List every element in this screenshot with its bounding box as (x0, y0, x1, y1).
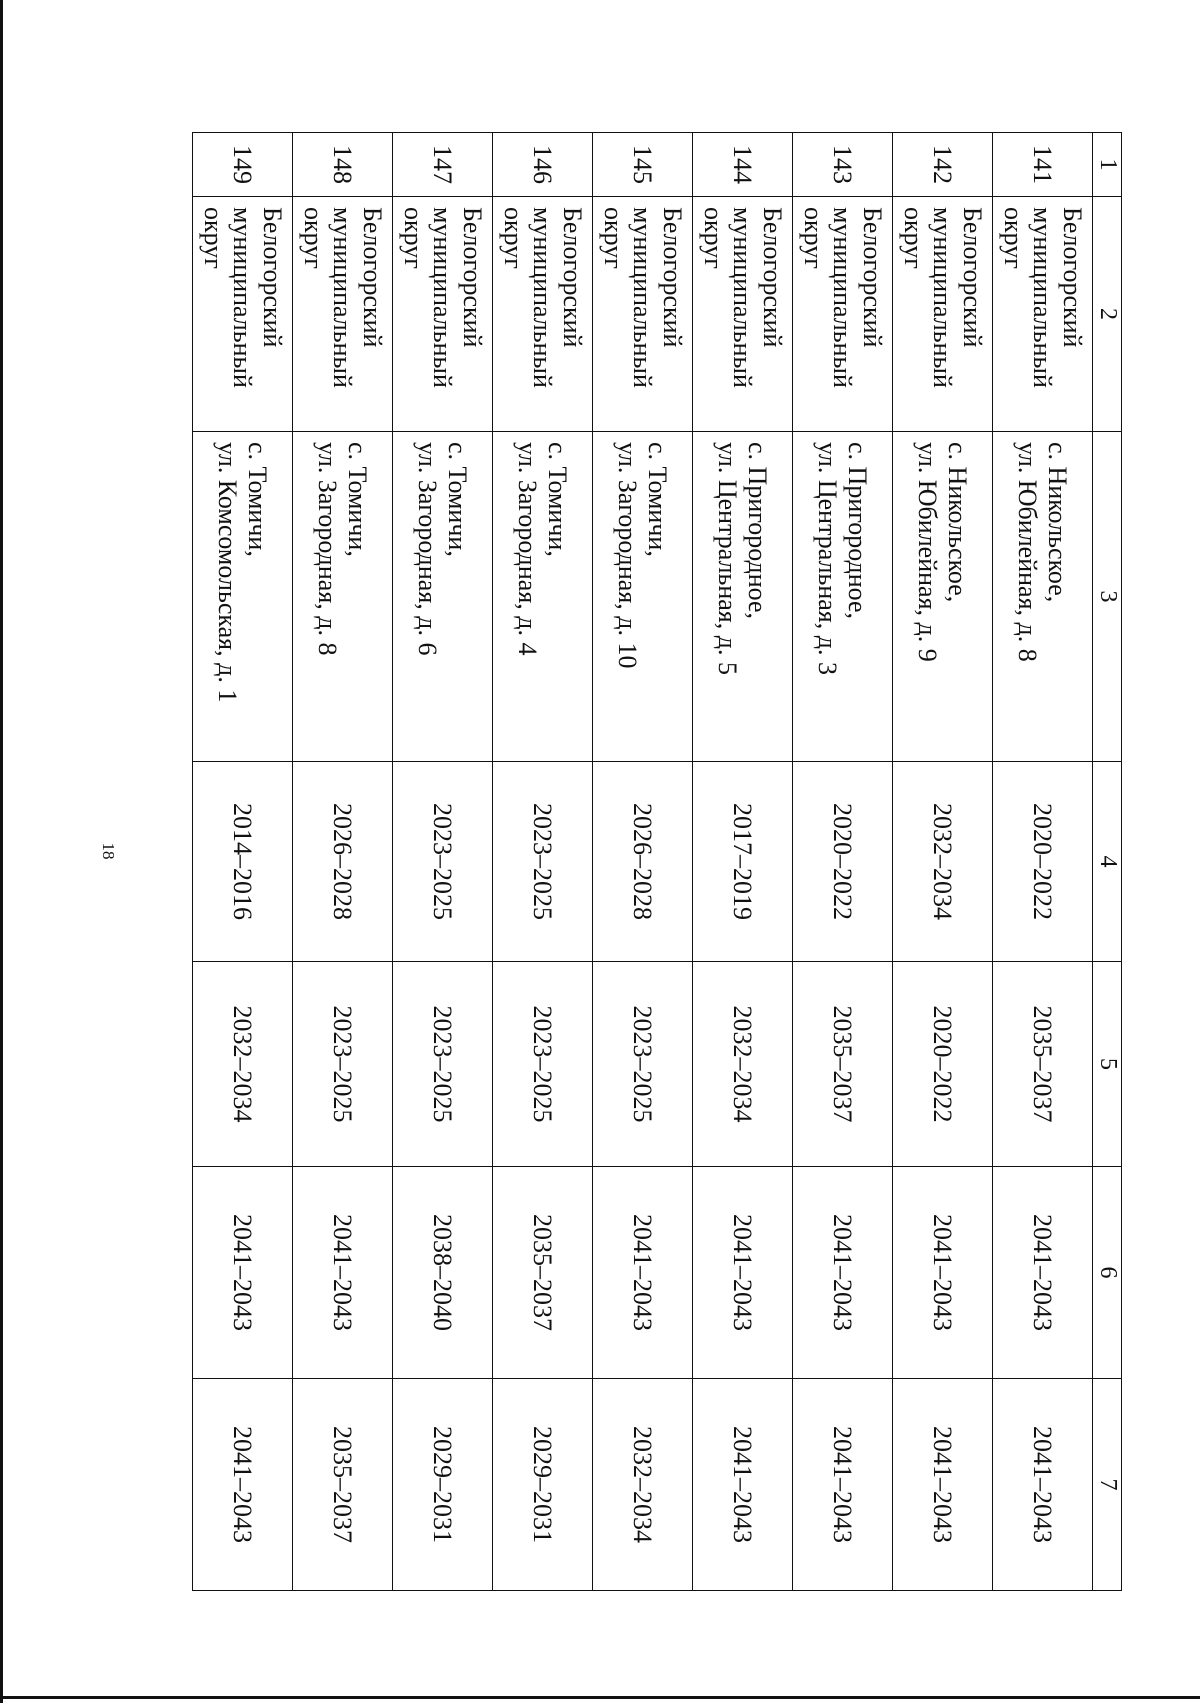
address-cell (993, 432, 1093, 762)
district-line: муниципальный (528, 207, 558, 388)
district-line: округ (398, 207, 428, 269)
district-line: муниципальный (928, 207, 958, 388)
table-row (693, 133, 793, 1591)
address-line: ул. Центральная, д. 3 (813, 442, 843, 675)
period-cell-6: 2041–2043 (293, 1167, 393, 1379)
period-cell-7: 2029–2031 (393, 1379, 493, 1591)
period-cell-5: 2032–2034 (693, 962, 793, 1167)
period-cell-7: 2041–2043 (693, 1379, 793, 1591)
district-cell (593, 197, 693, 432)
period-cell-6: 2041–2043 (893, 1167, 993, 1379)
address-line: с. Пригородное, (843, 442, 873, 619)
page-number: 18 (99, 842, 118, 860)
period-cell-6: 2035–2037 (493, 1167, 593, 1379)
period-cell-6: 2041–2043 (593, 1167, 693, 1379)
rotated-table-container (192, 132, 1122, 1590)
row-number-cell: 146 (493, 133, 593, 197)
district-line: муниципальный (1028, 207, 1058, 388)
header-cell-3: 3 (1093, 432, 1122, 762)
row-number-cell: 144 (693, 133, 793, 197)
period-cell-5: 2020–2022 (893, 962, 993, 1167)
address-line: с. Томичи, (243, 442, 273, 557)
address-line: ул. Комсомольская, д. 1 (213, 442, 243, 703)
address-line: с. Томичи, (443, 442, 473, 557)
period-cell-6: 2041–2043 (793, 1167, 893, 1379)
period-cell-7: 2032–2034 (593, 1379, 693, 1591)
period-cell-4: 2017–2019 (693, 762, 793, 962)
header-cell-2: 2 (1093, 197, 1122, 432)
address-line: ул. Юбилейная, д. 9 (913, 442, 943, 662)
district-line: муниципальный (828, 207, 858, 388)
table-row (593, 133, 693, 1591)
district-line: округ (498, 207, 528, 269)
period-cell-4: 2020–2022 (793, 762, 893, 962)
row-number-cell: 142 (893, 133, 993, 197)
district-cell (893, 197, 993, 432)
district-line: Белогорский (758, 207, 788, 348)
district-line: Белогорский (1058, 207, 1088, 348)
period-cell-6: 2041–2043 (993, 1167, 1093, 1379)
district-cell (293, 197, 393, 432)
address-cell (793, 432, 893, 762)
district-cell (493, 197, 593, 432)
period-cell-5: 2032–2034 (193, 962, 293, 1167)
period-cell-4: 2020–2022 (993, 762, 1093, 962)
scan-border-bottom (0, 1696, 1200, 1699)
period-cell-4: 2023–2025 (493, 762, 593, 962)
period-cell-6: 2038–2040 (393, 1167, 493, 1379)
district-line: округ (598, 207, 628, 269)
address-cell (493, 432, 593, 762)
district-cell (193, 197, 293, 432)
table-body (193, 133, 1122, 1591)
address-line: ул. Загородная, д. 10 (613, 442, 643, 669)
period-cell-4: 2014–2016 (193, 762, 293, 962)
address-line: с. Никольское, (943, 442, 973, 603)
district-line: округ (198, 207, 228, 269)
row-number-cell: 149 (193, 133, 293, 197)
address-line: ул. Центральная, д. 5 (713, 442, 743, 675)
table-row (793, 133, 893, 1591)
district-line: муниципальный (228, 207, 258, 388)
table-row (493, 133, 593, 1591)
period-cell-4: 2026–2028 (293, 762, 393, 962)
district-line: Белогорский (958, 207, 988, 348)
row-number-cell: 148 (293, 133, 393, 197)
address-cell (393, 432, 493, 762)
table-header-row (1093, 133, 1122, 1591)
district-line: муниципальный (728, 207, 758, 388)
district-line: Белогорский (358, 207, 388, 348)
address-cell (293, 432, 393, 762)
district-line: Белогорский (258, 207, 288, 348)
district-line: округ (798, 207, 828, 269)
address-cell (593, 432, 693, 762)
period-cell-7: 2035–2037 (293, 1379, 393, 1591)
district-line: округ (898, 207, 928, 269)
row-number-cell: 145 (593, 133, 693, 197)
period-cell-5: 2023–2025 (393, 962, 493, 1167)
district-line: Белогорский (458, 207, 488, 348)
address-line: с. Томичи, (543, 442, 573, 557)
district-line: Белогорский (658, 207, 688, 348)
district-cell (393, 197, 493, 432)
table-row (893, 133, 993, 1591)
district-line: округ (698, 207, 728, 269)
district-line: муниципальный (628, 207, 658, 388)
address-line: с. Никольское, (1043, 442, 1073, 603)
table-row (393, 133, 493, 1591)
scan-border-left (0, 0, 3, 1703)
header-cell-1: 1 (1093, 133, 1122, 197)
row-number-cell: 143 (793, 133, 893, 197)
period-cell-4: 2026–2028 (593, 762, 693, 962)
period-cell-4: 2032–2034 (893, 762, 993, 962)
address-cell (893, 432, 993, 762)
district-cell (693, 197, 793, 432)
address-line: с. Пригородное, (743, 442, 773, 619)
district-cell (993, 197, 1093, 432)
district-line: округ (298, 207, 328, 269)
header-cell-7: 7 (1093, 1379, 1122, 1591)
district-line: Белогорский (558, 207, 588, 348)
row-number-cell: 147 (393, 133, 493, 197)
period-cell-7: 2029–2031 (493, 1379, 593, 1591)
period-cell-5: 2035–2037 (793, 962, 893, 1167)
address-line: с. Томичи, (343, 442, 373, 557)
table-row (193, 133, 293, 1591)
period-cell-5: 2023–2025 (293, 962, 393, 1167)
header-cell-6: 6 (1093, 1167, 1122, 1379)
period-cell-7: 2041–2043 (193, 1379, 293, 1591)
period-cell-5: 2035–2037 (993, 962, 1093, 1167)
district-line: муниципальный (428, 207, 458, 388)
address-line: ул. Загородная, д. 8 (313, 442, 343, 656)
district-cell (793, 197, 893, 432)
district-line: Белогорский (858, 207, 888, 348)
period-cell-6: 2041–2043 (693, 1167, 793, 1379)
address-cell (193, 432, 293, 762)
period-cell-5: 2023–2025 (593, 962, 693, 1167)
housing-schedule-table (192, 132, 1122, 1591)
header-cell-4: 4 (1093, 762, 1122, 962)
address-line: ул. Юбилейная, д. 8 (1013, 442, 1043, 662)
period-cell-5: 2023–2025 (493, 962, 593, 1167)
address-cell (693, 432, 793, 762)
period-cell-6: 2041–2043 (193, 1167, 293, 1379)
table-row (293, 133, 393, 1591)
period-cell-7: 2041–2043 (993, 1379, 1093, 1591)
period-cell-7: 2041–2043 (793, 1379, 893, 1591)
district-line: муниципальный (328, 207, 358, 388)
header-cell-5: 5 (1093, 962, 1122, 1167)
period-cell-4: 2023–2025 (393, 762, 493, 962)
address-line: с. Томичи, (643, 442, 673, 557)
table-row (993, 133, 1093, 1591)
period-cell-7: 2041–2043 (893, 1379, 993, 1591)
address-line: ул. Загородная, д. 6 (413, 442, 443, 656)
row-number-cell: 141 (993, 133, 1093, 197)
district-line: округ (998, 207, 1028, 269)
address-line: ул. Загородная, д. 4 (513, 442, 543, 656)
